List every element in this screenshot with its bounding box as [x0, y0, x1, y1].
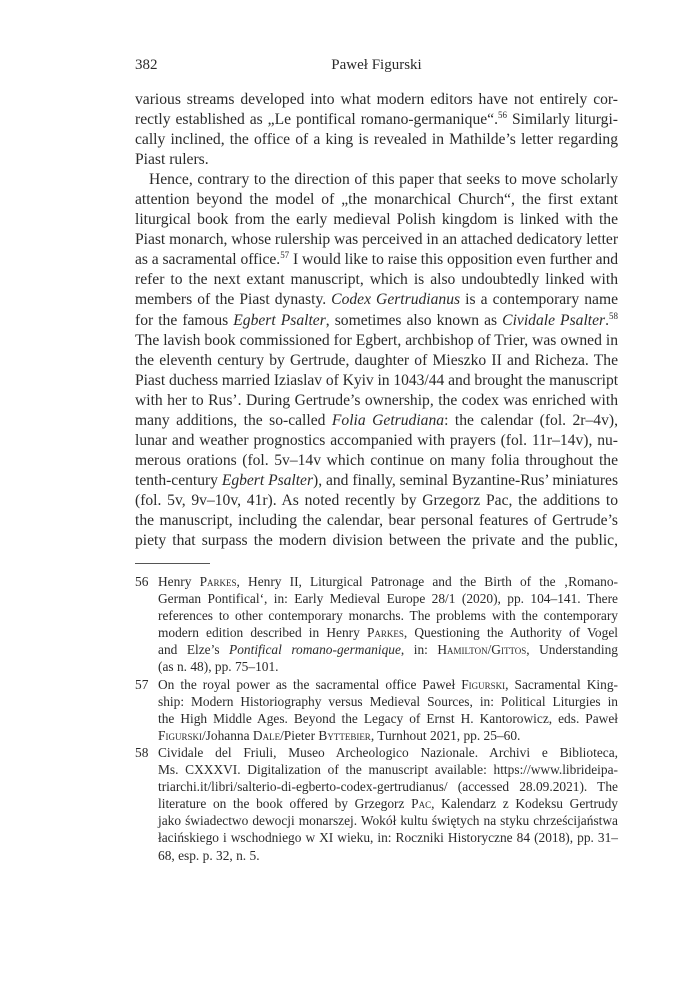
text-line: Piast monarch, whose rulership was perceived in an attached dedicatory letter: [135, 231, 618, 249]
text-line: ship: Modern Historiography versus Medieval Sources, in: Political Liturgies in: [158, 693, 618, 709]
text-line: Piast rulers.: [135, 151, 209, 169]
footnote-separator: [135, 563, 210, 564]
text-line: [135, 471, 618, 491]
text-span: , Sacramental King-: [505, 676, 618, 692]
text-line: 68, esp. p. 32, n. 5.: [158, 847, 260, 863]
footnote-number: 57: [135, 676, 149, 692]
footnote-ref-58[interactable]: 58: [609, 310, 619, 321]
text-line: [135, 290, 618, 310]
text-line: (fol. 5v, 9v–10v, 41r). As noted recently by Grzegorz Pac, the additions to: [135, 491, 618, 509]
text-span: many additions, the so-called: [135, 411, 332, 429]
italic-title: Codex Gertrudianus: [331, 291, 461, 309]
text-line: [135, 311, 618, 331]
footnote-57: [135, 676, 618, 744]
text-line: the manuscript, including the calendar, bear personal features of Gertrude’s: [135, 511, 618, 529]
text-line: cally inclined, the office of a king is revealed in Mathilde’s letter regarding: [135, 131, 618, 149]
text-span: is a contemporary name: [460, 291, 618, 309]
text-line: Piast duchess married Iziaslav of Kyiv in 1043/44 and brought the manuscript: [135, 371, 618, 389]
text-span: , Henry II, Liturgical Patronage and the Birth of the ‚Romano-: [236, 574, 618, 589]
text-span: as a sacramental office.: [135, 251, 281, 269]
footnote-number: 56: [135, 574, 149, 589]
text-span: .: [605, 311, 610, 329]
text-line: various streams developed into what modern editors have not entirely cor-: [135, 91, 618, 108]
author-surname: Hamilton/Gittos: [437, 642, 527, 658]
text-line: lunar and weather prognostics accompanied with prayers (fol. 11r–14v), nu-: [135, 431, 618, 449]
italic-title: Folia Getrudiana: [331, 411, 445, 429]
text-line: (as n. 48), pp. 75–101.: [158, 659, 279, 675]
italic-title: Pontifical romano-germanique: [229, 642, 401, 658]
text-line: references to other contemporary monarchs. The problems with the contemporary: [158, 608, 618, 624]
italic-title: Cividale Psalter: [502, 311, 606, 329]
footnote-58: [135, 744, 618, 864]
author-surname: Dale: [252, 727, 281, 743]
body-text: [135, 90, 618, 551]
author-surname: Parkes: [199, 574, 237, 589]
running-head-author: Paweł Figurski: [331, 57, 422, 73]
url-line: triarchi.it/libri/salterio-di-egberto-codex-gertrudianus/ (accessed 28.09.2021). The: [158, 779, 618, 795]
text-span: , Understanding: [526, 642, 618, 658]
text-span: /Johanna: [201, 727, 253, 743]
text-span: ), and finally, seminal Byzantine-Rus’ miniatures: [313, 471, 619, 489]
author-surname: Parkes: [366, 625, 404, 641]
text-span: , Kalendarz z Kodeksu Gertrudy: [431, 796, 618, 812]
text-span: /Pieter: [280, 727, 319, 743]
text-span: literature on the book offered by Grzegorz: [158, 796, 412, 812]
author-surname: Byttebier: [318, 727, 371, 743]
text-span: tenth-century: [135, 471, 222, 489]
text-line: attention beyond the model of „the monarchical Church“, the first extant: [135, 191, 618, 209]
italic-title: Egbert Psalter: [233, 311, 326, 329]
text-line: [135, 411, 618, 431]
text-span: : the calendar (fol. 2r–4v),: [444, 411, 618, 429]
text-line: [158, 795, 618, 812]
text-line: Hence, contrary to the direction of this paper that seeks to move scholarly: [149, 171, 618, 189]
text-span: and Elze’s: [158, 642, 230, 658]
text-span: On the royal power as the sacramental office Paweł: [158, 676, 462, 692]
text-line: refer to the next extant manuscript, which is also undoubtedly linked with: [135, 271, 618, 289]
text-span: for the famous: [135, 311, 234, 329]
author-surname: Figurski: [158, 727, 202, 743]
text-line: jako świadectwo dewocji monarszej. Wokół kultu świętych na styku chrześcijaństwa: [158, 813, 618, 829]
page-number: 382: [135, 57, 158, 73]
text-line: Cividale del Friuli, Museo Archeologico Nazionale. Archivi e Biblioteca,: [158, 744, 618, 760]
text-line: the High Middle Ages. Beyond the Legacy of Ernst H. Kantorowicz, eds. Paweł: [158, 710, 618, 726]
text-line: [158, 727, 618, 744]
text-line: [135, 110, 618, 130]
text-line: [158, 641, 618, 658]
footnote-ref-56[interactable]: 56: [497, 110, 507, 121]
text-line: with her to Rus’. During Gertrude’s ownership, the codex was enriched with: [135, 391, 618, 409]
text-line: The lavish book commissioned for Egbert, archbishop of Trier, was owned in: [135, 331, 618, 349]
footnotes: [135, 573, 618, 864]
footnote-56: [135, 573, 618, 676]
text-span: , Turnhout 2021, pp. 25–60.: [370, 727, 521, 743]
footnote-ref-57[interactable]: 57: [280, 250, 290, 261]
text-line: [135, 250, 618, 270]
text-line: merous orations (fol. 5v–14v which continue on many folia throughout the: [135, 451, 618, 469]
text-span: members of the Piast dynasty.: [135, 291, 332, 309]
text-span: Similarly liturgi-: [506, 111, 618, 129]
text-line: [158, 676, 618, 693]
text-line: piety that surpass the modern division between the private and the public,: [135, 532, 618, 550]
text-line: łacińskiego i wschodniego w XI wieku, in: Roczniki Historyczne 84 (2018), pp. 31–: [158, 830, 618, 846]
text-span: I would like to raise this opposition even further and: [289, 251, 619, 269]
text-span: , in:: [400, 642, 438, 658]
text-span: , sometimes also known as: [325, 311, 503, 329]
footnote-number: 58: [135, 744, 149, 760]
paragraph: [135, 90, 618, 170]
running-head: [135, 57, 618, 77]
text-span: Henry: [158, 574, 200, 589]
text-span: rectly established as „Le pontifical romano-germanique“.: [135, 111, 498, 129]
text-line: the eleventh century by Gertrude, daughter of Mieszko II and Richeza. The: [135, 351, 618, 369]
paragraph: [135, 170, 618, 551]
text-line: German Pontifical‘, in: Early Medieval Europe 28/1 (2020), pp. 104–141. There: [158, 591, 618, 607]
author-surname: Pac: [411, 796, 432, 812]
text-line: [158, 624, 618, 641]
author-surname: Figurski: [461, 676, 506, 692]
text-span: modern edition described in Henry: [158, 625, 367, 641]
text-span: , Questioning the Authority of Vogel: [403, 625, 618, 641]
italic-title: Egbert Psalter: [221, 471, 314, 489]
text-line: [158, 573, 618, 590]
url-line: Ms. CXXXVI. Digitalization of the manuscript available: https://www.librideipa-: [158, 762, 618, 778]
text-line: liturgical book from the early medieval Polish kingdom is linked with the: [135, 211, 618, 229]
